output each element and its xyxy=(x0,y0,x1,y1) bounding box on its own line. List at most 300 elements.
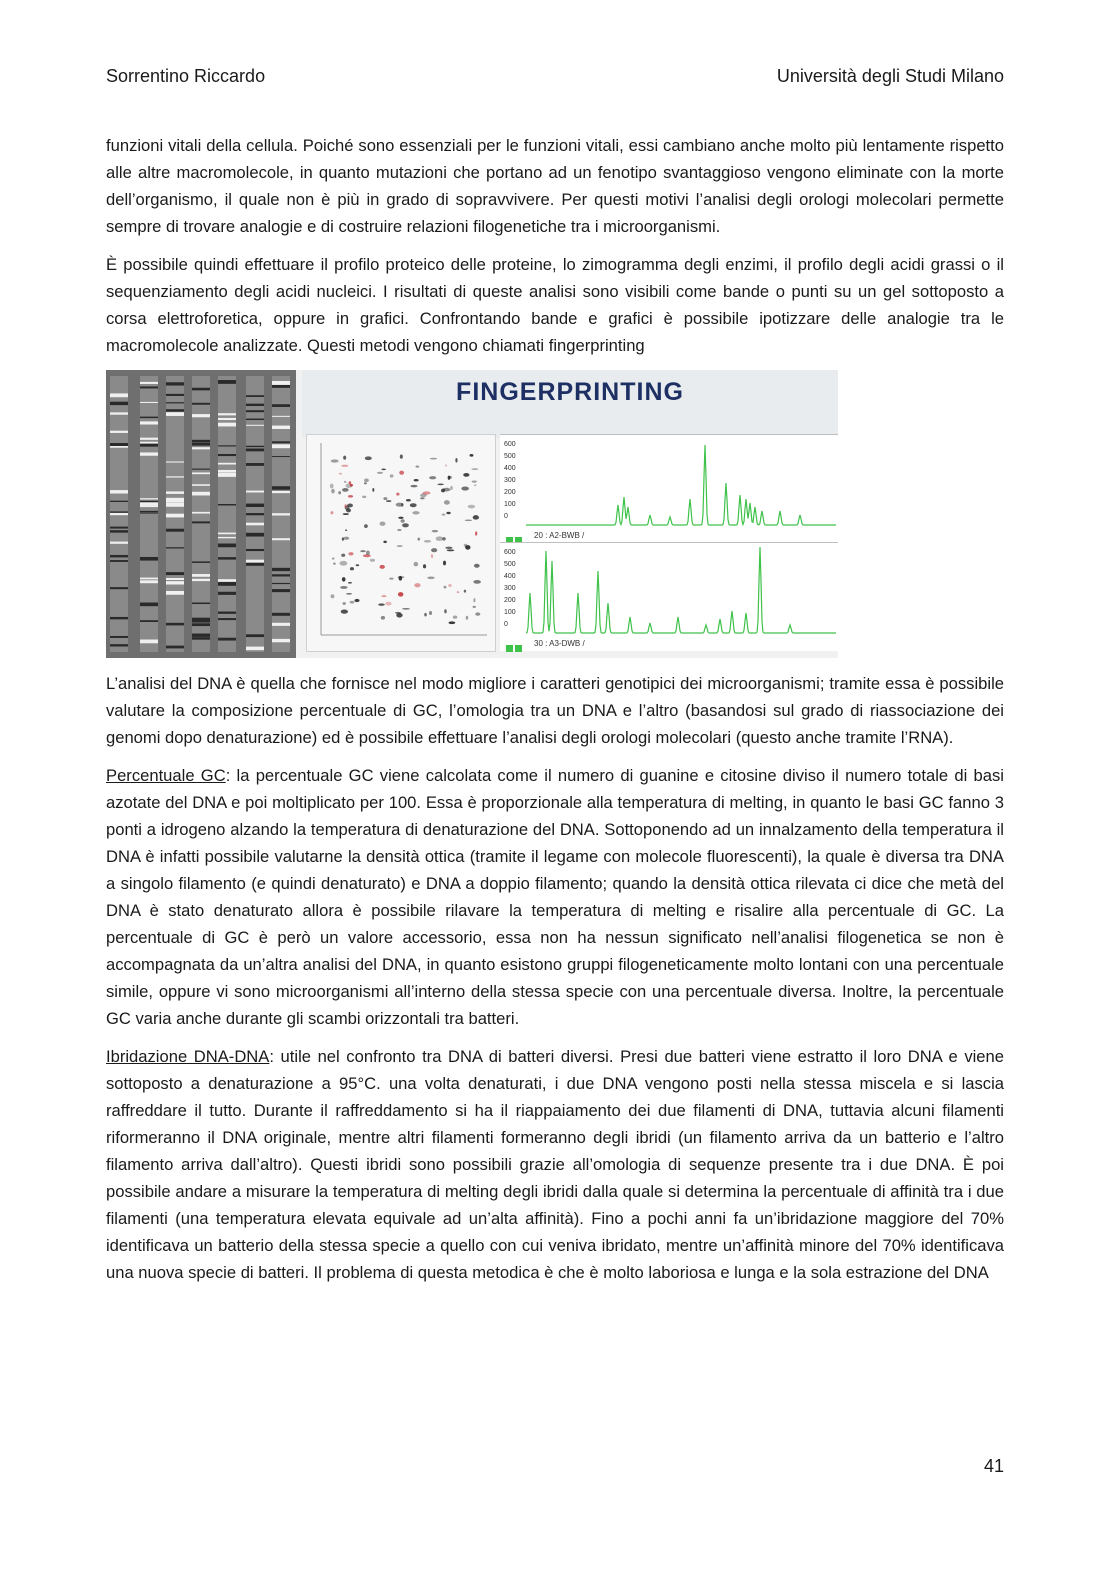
gel-band xyxy=(246,395,264,397)
gel-band xyxy=(218,612,236,614)
protein-spot xyxy=(339,473,342,475)
gel-band xyxy=(140,442,158,444)
gel-band xyxy=(192,574,210,577)
protein-spot xyxy=(348,495,353,497)
gel-band xyxy=(140,578,158,580)
gel-band xyxy=(246,634,264,637)
y-tick: 100 xyxy=(504,609,516,616)
y-tick: 500 xyxy=(504,453,516,460)
gel-band xyxy=(272,456,290,457)
gel-band xyxy=(140,498,158,499)
protein-spot xyxy=(398,592,403,597)
gel-band xyxy=(110,401,128,405)
protein-spot xyxy=(366,551,370,556)
gel-band xyxy=(110,431,128,433)
gel-band xyxy=(166,578,184,580)
protein-spot xyxy=(396,613,402,618)
gel-band xyxy=(272,426,290,429)
y-tick: 200 xyxy=(504,489,516,496)
figure-title: FINGERPRINTING xyxy=(456,378,684,406)
gel-band xyxy=(218,504,236,505)
protein-spot xyxy=(410,485,417,488)
protein-spot xyxy=(473,515,479,520)
gel-band xyxy=(110,530,128,532)
gel-band xyxy=(192,512,210,514)
protein-spot xyxy=(444,500,450,505)
protein-spot xyxy=(430,458,437,460)
gel-band xyxy=(166,591,184,595)
protein-spot xyxy=(401,519,405,523)
gel-band xyxy=(246,448,264,451)
protein-spot xyxy=(475,612,480,615)
legend-chip-icon xyxy=(506,531,524,539)
gel-band xyxy=(218,470,236,473)
gel-band xyxy=(246,563,264,566)
protein-spot xyxy=(362,496,366,498)
protein-spot xyxy=(461,487,469,491)
gel-lane xyxy=(192,376,210,652)
gel-band xyxy=(218,423,236,427)
gel-band xyxy=(272,613,290,616)
gel-band xyxy=(218,454,236,456)
gel-band xyxy=(166,499,184,503)
protein-spot xyxy=(331,459,339,462)
gel-band xyxy=(246,404,264,406)
protein-spot xyxy=(331,511,334,514)
trace-2-label: 30 : A3-DWB / xyxy=(534,639,585,648)
gel-band xyxy=(140,580,158,583)
gel-band xyxy=(218,638,236,641)
y-tick: 0 xyxy=(504,513,508,520)
gel-band xyxy=(272,491,290,493)
protein-spot xyxy=(473,580,480,584)
protein-spot xyxy=(420,497,425,499)
protein-spot xyxy=(331,594,335,598)
protein-spot xyxy=(468,505,475,509)
protein-spot xyxy=(423,564,426,568)
gel-band xyxy=(192,492,210,496)
gel-band xyxy=(110,560,128,562)
protein-spot xyxy=(471,468,478,470)
protein-spot xyxy=(424,613,427,617)
protein-spot xyxy=(444,609,447,613)
header-university: Università degli Studi Milano xyxy=(776,66,1004,86)
gel-band xyxy=(246,647,264,651)
protein-spot xyxy=(438,484,444,486)
gel-band xyxy=(140,557,158,561)
gel-band xyxy=(272,589,290,592)
protein-spot xyxy=(379,565,384,569)
protein-spot xyxy=(475,531,477,535)
gel-band xyxy=(166,402,184,403)
gel-band xyxy=(272,381,290,385)
y-tick: 400 xyxy=(504,465,516,472)
gel-band xyxy=(218,418,236,420)
protein-spot xyxy=(445,464,447,466)
paragraph-1: funzioni vitali della cellula. Poiché sono essenziali per le funzioni vitali, essi cambiano anche molto più lentamente rispetto alle altre macromolecole, in quanto mutazioni che portano ad un fenotipo svantaggioso vengono eliminate con la morte dell’organismo, il quale non è più in grado di sopravvivere. Per questi motivi l’analisi degli orologi molecolari permette sempre di trovare analogie e di costruire relazioni filogenetiche tra i microorganismi. xyxy=(106,136,1004,236)
gel-band xyxy=(192,561,210,563)
protein-spot xyxy=(400,454,403,458)
protein-spot xyxy=(344,504,346,508)
gel-band xyxy=(166,503,184,507)
fingerprinting-banner xyxy=(302,370,838,438)
protein-spot xyxy=(341,465,348,467)
protein-spot xyxy=(448,476,452,479)
gel-band xyxy=(110,393,128,397)
protein-spot xyxy=(474,564,480,568)
protein-spot xyxy=(343,602,346,605)
protein-spot xyxy=(442,514,446,516)
gel-band xyxy=(246,560,264,562)
gel-band xyxy=(192,414,210,417)
gel-band xyxy=(166,476,184,477)
protein-spot xyxy=(398,517,403,519)
gel-band xyxy=(140,438,158,440)
gel-band xyxy=(140,640,158,644)
gel-band xyxy=(218,545,236,548)
gel-band xyxy=(218,537,236,538)
gel-band xyxy=(218,413,236,415)
protein-spot xyxy=(381,595,386,597)
term-ibridazione: Ibridazione DNA-DNA xyxy=(106,1047,270,1066)
protein-spot xyxy=(406,499,411,502)
gel-band xyxy=(140,603,158,607)
protein-spot xyxy=(431,554,433,558)
protein-spot xyxy=(414,583,420,587)
gel-band xyxy=(166,409,184,411)
protein-spot xyxy=(423,491,431,494)
protein-spot xyxy=(447,549,455,551)
gel-band xyxy=(272,486,290,490)
gel-band xyxy=(218,533,236,535)
protein-spot xyxy=(474,484,477,486)
gel-band xyxy=(110,501,128,502)
protein-spot xyxy=(363,554,371,557)
gel-band xyxy=(246,425,264,426)
y-tick: 400 xyxy=(504,573,516,580)
gel-band xyxy=(246,513,264,515)
protein-spot xyxy=(436,536,444,540)
gel-band xyxy=(246,533,264,537)
gel-band xyxy=(110,617,128,619)
gel-band xyxy=(272,404,290,407)
protein-spot xyxy=(378,603,384,605)
gel-band xyxy=(218,592,236,595)
gel-band xyxy=(166,547,184,548)
gel-band xyxy=(110,412,128,414)
protein-spot xyxy=(354,599,359,602)
protein-spot xyxy=(463,473,469,477)
protein-spot xyxy=(370,559,375,562)
protein-spot xyxy=(339,561,347,566)
paragraph-4 xyxy=(106,762,1004,1032)
y-tick: 600 xyxy=(504,549,516,556)
protein-spot xyxy=(372,488,374,492)
protein-spot xyxy=(410,503,417,507)
gel-band xyxy=(140,620,158,622)
gel-band xyxy=(166,491,184,493)
protein-spot xyxy=(383,497,387,500)
gel-lane xyxy=(218,376,236,652)
gel-band xyxy=(272,444,290,447)
chromatogram-1 xyxy=(500,434,838,543)
protein-spot xyxy=(399,471,404,475)
gel-band xyxy=(192,447,210,449)
gel-band xyxy=(192,618,210,622)
gel-band xyxy=(218,463,236,465)
paragraph-3: L’analisi del DNA è quella che fornisce nel modo migliore i caratteri genotipici dei microorganismi; tramite essa è possibile valutare la composizione percentuale di GC, l’omologia tra un DNA e l’altro (basandosi sul grado di riassociazione dei genomi dopo denaturazione) ed è possibile effettuare l’analisi degli orologi molecolari (questo anche tramite l’RNA). xyxy=(106,674,1004,747)
gel-band xyxy=(246,491,264,493)
gel-band xyxy=(192,634,210,637)
protein-spot xyxy=(343,513,349,515)
gel-band xyxy=(166,382,184,385)
protein-spot xyxy=(443,561,446,566)
y-tick: 200 xyxy=(504,597,516,604)
page-number: 41 xyxy=(983,1456,1004,1476)
protein-spot xyxy=(444,586,447,589)
gel-band xyxy=(166,572,184,575)
protein-spot xyxy=(349,481,352,484)
protein-spot xyxy=(385,602,391,606)
protein-spot xyxy=(380,521,386,525)
protein-spot xyxy=(417,538,420,541)
protein-spot xyxy=(402,523,409,527)
gel-band xyxy=(218,557,236,559)
gel-electrophoresis-image xyxy=(106,370,296,658)
gel-band xyxy=(192,442,210,445)
protein-spot xyxy=(331,489,335,494)
protein-spot xyxy=(453,616,457,619)
gel-band xyxy=(166,394,184,396)
protein-spot xyxy=(402,608,410,610)
gel-band xyxy=(166,581,184,584)
protein-spot xyxy=(350,567,354,570)
gel-band xyxy=(110,527,128,529)
gel-band xyxy=(140,511,158,512)
gel-band xyxy=(272,639,290,642)
gel-band xyxy=(272,623,290,626)
protein-spot xyxy=(364,482,367,484)
gel-band xyxy=(192,469,210,470)
gel-band xyxy=(218,579,236,582)
gel-band xyxy=(246,463,264,466)
gel-band xyxy=(140,386,158,388)
gel-band xyxy=(110,542,128,544)
protein-spot xyxy=(465,519,473,521)
gel-band xyxy=(140,512,158,513)
protein-spot xyxy=(448,621,455,624)
gel-band xyxy=(192,623,210,626)
protein-spot xyxy=(457,591,460,593)
gel-band xyxy=(110,443,128,446)
protein-spot xyxy=(345,529,347,531)
gel-band xyxy=(110,513,128,515)
protein-spot xyxy=(397,545,403,547)
paragraph-5 xyxy=(106,1043,1004,1286)
gel-band xyxy=(110,636,128,638)
protein-spot xyxy=(332,557,335,559)
protein-spot xyxy=(412,511,419,514)
protein-spot xyxy=(347,504,353,508)
protein-spot xyxy=(431,548,437,552)
gel-band xyxy=(140,506,158,507)
protein-spot xyxy=(338,491,341,494)
gel-band xyxy=(246,549,264,551)
protein-spot xyxy=(455,458,457,463)
protein-spot xyxy=(429,611,432,615)
protein-spot xyxy=(330,484,334,489)
gel-band xyxy=(192,603,210,605)
protein-spot xyxy=(348,582,352,584)
gel-band xyxy=(272,538,290,540)
protein-spot xyxy=(364,524,368,528)
protein-spot xyxy=(466,616,469,620)
paragraph-4-text: : la percentuale GC viene calcolata come il numero di guanine e citosine diviso il numero totale di basi azotate del DNA e poi moltiplicato per 100. Essa è proporzionale alla temperatura di melting, in quanto le basi GC fanno 3 ponti a idrogeno alzando la temperatura di denaturazione del DNA. Sottoponendo ad un innalzamento della temperatura il DNA è infatti possibile valutarne la densità ottica (tramite il legame con molecole fluorescenti), la quale è diversa tra DNA a singolo filamento (e quindi denaturato) e DNA a doppio filamento; quando la densità ottica rilevata ci dice che metà del DNA è stato denaturato allora è possibile rilavare la temperatura di melting e risalire alla percentuale di GC. La percentuale di GC è però un valore accessorio, essa non ha nessun significato nell’analisi filogenetica se non è accompagnata da un’altra analisi del DNA, in quanto esistono gruppi filogeneticamente molto lontani con una percentuale simile, oppure vi sono microorganismi all’interno della stessa specie con una percentuale diversa. Inoltre, la percentuale GC varia anche durante gli scambi orizzontali tra batteri. xyxy=(106,766,1004,1028)
gel-band xyxy=(272,416,290,417)
gel-band xyxy=(110,490,128,493)
gel-band xyxy=(140,502,158,506)
gel-band xyxy=(192,472,210,474)
protein-spot xyxy=(414,562,419,567)
gel-band xyxy=(246,523,264,526)
2d-gel-image xyxy=(306,434,496,652)
protein-spot xyxy=(343,456,346,460)
gel-band xyxy=(246,503,264,507)
protein-spot xyxy=(396,493,399,496)
gel-band xyxy=(140,402,158,403)
term-percentuale-gc: Percentuale GC xyxy=(106,766,226,785)
gel-band xyxy=(140,417,158,418)
protein-spot xyxy=(465,545,470,550)
chromatogram-2 xyxy=(500,542,838,651)
gel-band xyxy=(140,452,158,455)
gel-band xyxy=(140,382,158,384)
protein-spot xyxy=(395,612,401,614)
protein-spot xyxy=(343,537,349,540)
protein-spot xyxy=(348,552,353,555)
protein-spot xyxy=(377,472,383,474)
protein-spot xyxy=(333,562,336,564)
protein-spot xyxy=(401,503,403,507)
paragraph-2: È possibile quindi effettuare il profilo proteico delle proteine, lo zimogramma degli enzimi, il profilo degli acidi grassi o il sequenziamento degli acidi nucleici. I risultati di queste analisi sono visibili come bande o punti su un gel sottoposto a corsa elettroforetica, oppure in grafici. Confrontando bande e grafici è possibile ipotizzare delle analogie tra le macromolecole analizzate. Questi metodi vengono chiamati fingerprinting xyxy=(106,255,1004,355)
protein-spot xyxy=(448,584,451,587)
gel-band xyxy=(246,419,264,420)
protein-spot xyxy=(381,469,386,471)
protein-spot xyxy=(446,512,450,514)
protein-spot xyxy=(473,598,475,602)
gel-band xyxy=(166,623,184,626)
y-tick: 100 xyxy=(504,501,516,508)
trace-1-label: 20 : A2-BWB / xyxy=(534,531,585,540)
gel-band xyxy=(192,388,210,391)
gel-band xyxy=(110,555,128,556)
gel-band xyxy=(140,443,158,446)
gel-band xyxy=(166,461,184,462)
protein-spot xyxy=(340,586,348,589)
protein-spot xyxy=(356,564,360,566)
protein-spot xyxy=(381,616,385,620)
protein-spot xyxy=(472,480,477,482)
gel-band xyxy=(272,568,290,571)
gel-band xyxy=(218,473,236,477)
gel-band xyxy=(140,421,158,424)
gel-band xyxy=(192,521,210,523)
protein-spot xyxy=(424,540,431,543)
protein-spot xyxy=(464,590,466,593)
protein-spot xyxy=(429,476,436,479)
gel-band xyxy=(272,441,290,443)
gel-band xyxy=(246,446,264,447)
protein-spot xyxy=(450,486,452,490)
protein-spot xyxy=(344,481,347,483)
gel-band xyxy=(166,529,184,532)
gel-band xyxy=(218,618,236,620)
gel-band xyxy=(218,582,236,586)
y-tick: 500 xyxy=(504,561,516,568)
legend-chip-icon xyxy=(506,639,524,647)
protein-spot xyxy=(342,488,349,492)
protein-spot xyxy=(342,577,346,582)
gel-band xyxy=(192,579,210,581)
gel-band xyxy=(192,484,210,486)
protein-spot xyxy=(398,576,405,578)
fingerprinting-figure xyxy=(106,370,838,658)
gel-band xyxy=(272,384,290,387)
gel-band xyxy=(272,583,290,584)
protein-spot xyxy=(383,541,387,543)
gel-band xyxy=(218,445,236,446)
y-tick: 0 xyxy=(504,621,508,628)
gel-band xyxy=(110,587,128,589)
protein-spot xyxy=(386,500,392,502)
y-tick: 600 xyxy=(504,441,516,448)
protein-spot xyxy=(360,550,366,552)
gel-band xyxy=(272,513,290,515)
y-tick: 300 xyxy=(504,477,516,484)
protein-spot xyxy=(341,609,348,613)
protein-spot xyxy=(416,466,420,468)
protein-spot xyxy=(390,474,394,477)
page-content xyxy=(106,132,1004,1297)
protein-spot xyxy=(350,601,355,604)
paragraph-5-text: : utile nel confronto tra DNA di batteri diversi. Presi due batteri viene estratto il loro DNA e viene sottoposto a denaturazione a 95°C. una volta denaturati, i due DNA vengono posti nella stessa miscela e si lascia raffreddare il tutto. Durante il raffreddamento si ha il riappaiamento dei due filamenti di DNA, tuttavia alcuni filamenti riformeranno il DNA originale, mentre altri filamenti formeranno degli ibridi (un filamento arriva da un batterio e l’altro filamento arriva dall’altro). Questi ibridi sono possibili grazie all’omologia di sequenze presente tra i due DNA. È poi possibile andare a misurare la temperatura di melting degli ibridi dalla quale si determina la percentuale di affinità tra i due filamenti (una temperatura elevata equivale ad un’alta affinità). Fino a pochi anni fa un’ibridazione maggiore del 70% identificava un batterio della stessa specie a quello con cui veniva ibridato, mentre un’affinità minore del 70% identificava una nuova specie di batteri. Il problema di questa metodica è che è molto laboriosa e lunga e la sola estrazione del DNA xyxy=(106,1047,1004,1282)
gel-band xyxy=(272,574,290,576)
gel-band xyxy=(192,637,210,640)
protein-spot xyxy=(350,484,353,486)
protein-spot xyxy=(432,530,438,533)
gel-band xyxy=(246,410,264,412)
protein-spot xyxy=(427,576,434,579)
gel-band xyxy=(110,556,128,557)
protein-spot xyxy=(470,454,474,457)
protein-spot xyxy=(346,593,352,595)
gel-band xyxy=(166,645,184,648)
gel-band xyxy=(192,440,210,442)
gel-band xyxy=(166,412,184,416)
protein-spot xyxy=(473,606,476,608)
protein-spot xyxy=(414,479,419,481)
protein-spot xyxy=(397,529,401,531)
protein-spot xyxy=(365,456,372,460)
header-author: Sorrentino Riccardo xyxy=(106,66,266,86)
gel-band xyxy=(110,644,128,646)
gel-band xyxy=(218,381,236,384)
protein-spot xyxy=(341,554,345,557)
y-tick: 300 xyxy=(504,585,516,592)
gel-band xyxy=(166,514,184,518)
protein-spot xyxy=(389,577,393,579)
protein-spot xyxy=(445,547,452,549)
